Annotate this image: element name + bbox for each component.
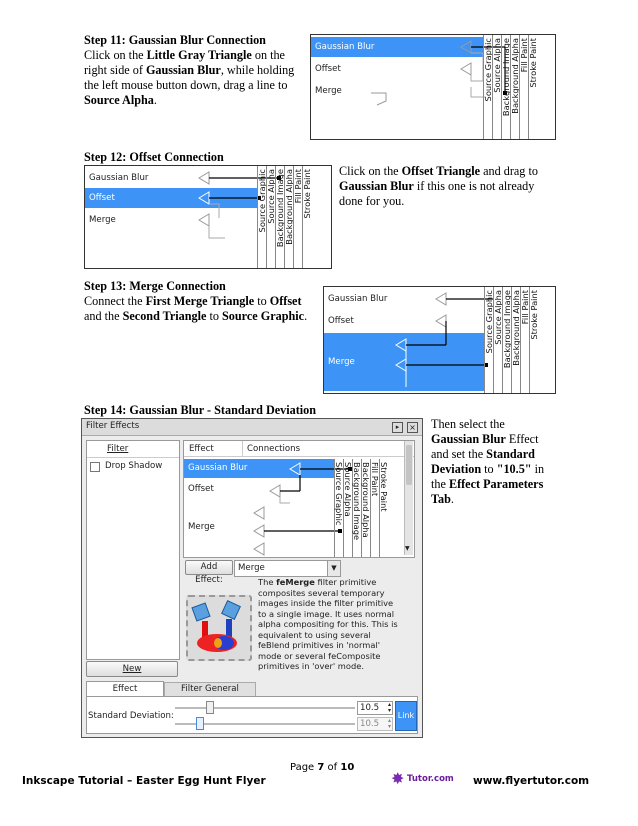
input-stroke-paint[interactable]: Stroke Paint [302,166,311,268]
effect-row-offset[interactable]: Offset [328,316,354,326]
logo-text: Tutor.com [407,774,454,784]
spin-icon[interactable]: ▴ ▾ [387,701,391,714]
step14-title: Step 14: Gaussian Blur - Standard Deviation [84,403,317,417]
step14-body: Then select the Gaussian Blur Effect and set the Standard Deviation to "10.5" in the Effect Parameters Tab. [431,417,545,506]
filter-header-label: Filter [107,444,129,454]
step13-title: Step 13: Merge Connection [84,279,226,293]
effects-scrollbar[interactable] [404,441,413,555]
link-button[interactable]: Link [395,701,417,731]
std-dev-value-1[interactable]: 10.5 ▴ ▾ [357,701,393,715]
input-background-alpha[interactable]: Background Alpha [511,287,520,393]
effect-row-gaussian-blur[interactable]: Gaussian Blur [89,173,149,183]
input-source-graphic[interactable]: Source Graphic [257,166,266,268]
input-columns [483,35,537,139]
input-stroke-paint[interactable]: Stroke Paint [528,35,537,139]
input-source-alpha[interactable]: Source Alpha [266,166,275,268]
params-pane [86,696,418,734]
input-fill-paint[interactable]: Fill Paint [370,459,379,557]
step12-title: Step 12: Offset Connection [84,150,224,164]
step13-body: Connect the First Merge Triangle to Offset and the Second Triangle to Source Graphic. [84,294,308,323]
filter-item-drop-shadow[interactable] [87,460,179,474]
step11-text [84,33,306,108]
input-source-alpha[interactable]: Source Alpha [493,287,502,393]
std-dev-value-2[interactable]: 10.5 ▴ ▾ [357,717,393,731]
input-source-graphic[interactable]: Source Graphic [483,35,492,139]
spin-icon[interactable]: ▴ ▾ [387,717,391,730]
filter-item-label: Drop Shadow [105,461,163,471]
filter-effects-dialog [81,418,423,738]
dialog-title: Filter Effects [86,421,140,431]
filter-list [86,440,180,660]
star-icon: ✸ [391,771,405,788]
step11-body: Click on the Little Gray Triangle on the right side of Gaussian Blur, while holding the left mouse button down, drag a line to Source Alpha. [84,48,295,107]
input-fill-paint[interactable]: Fill Paint [520,287,529,393]
std-deviation-label: Standard Deviation: [88,711,174,721]
input-background-alpha[interactable]: Background Alpha [284,166,293,268]
effect-row-offset[interactable]: Offset [315,64,341,74]
step11-connection-panel [310,34,556,140]
input-source-graphic[interactable]: Source Graphic [484,287,493,393]
input-background-image[interactable]: Background Image [501,35,510,139]
slider-handle[interactable] [196,717,204,730]
effect-row-gaussian-blur[interactable]: Gaussian Blur [328,294,388,304]
add-effect-value: Merge [238,563,265,573]
tab-filter-general-settings[interactable]: Filter General [164,682,256,696]
flyertutor-logo [391,771,459,789]
input-columns [257,166,311,268]
scrollbar-thumb[interactable] [406,445,412,485]
input-stroke-paint[interactable]: Stroke Paint [379,459,388,557]
step12-body: Click on the Offset Triangle and drag to Gaussian Blur if this one is not already done for you. [339,164,538,208]
close-icon[interactable]: × [407,422,418,433]
input-background-alpha[interactable]: Background Alpha [361,459,370,557]
step12-connection-panel [84,165,332,269]
effect-row-offset[interactable]: Offset [85,188,257,208]
input-fill-paint[interactable]: Fill Paint [293,166,302,268]
effect-row-offset[interactable]: Offset [188,484,214,494]
step11-title: Step 11: Gaussian Blur Connection [84,33,266,47]
effect-description: The feMerge filter primitive composites several temporary images inside the filter primitive to a single image. It uses normal alpha compositing for this. This is equivalent to using several feBlend primitives in 'normal' mode or several feComposite primitives in 'over' mode. [258,577,398,671]
input-stroke-paint[interactable]: Stroke Paint [529,287,538,393]
input-background-alpha[interactable]: Background Alpha [510,35,519,139]
connections-column-header[interactable]: Connections [247,444,301,454]
effect-row-gaussian-blur[interactable]: Gaussian Blur [184,459,334,478]
input-background-image[interactable]: Background Image [275,166,284,268]
effect-row-merge[interactable]: Merge [324,333,484,391]
effect-icon [186,595,252,661]
merge-icon [188,597,250,659]
step13-connection-panel [323,286,556,394]
effect-column-header[interactable]: Effect [189,444,214,454]
scroll-down-icon[interactable]: ▼ [405,545,410,552]
input-columns [484,287,538,393]
filter-header[interactable] [87,441,179,458]
input-background-image[interactable]: Background Image [352,459,361,557]
input-source-alpha[interactable]: Source Alpha [492,35,501,139]
step13-text [84,279,314,324]
effect-row-gaussian-blur[interactable]: Gaussian Blur [311,37,483,57]
footer-url: www.flyertutor.com [473,775,590,787]
std-dev-slider-1[interactable] [175,707,355,709]
dialog-titlebar [82,419,422,436]
chevron-down-icon[interactable]: ▼ [327,561,340,576]
input-columns [334,459,388,557]
effect-row-merge[interactable]: Merge [315,86,342,96]
input-source-alpha[interactable]: Source Alpha [343,459,352,557]
dock-icon[interactable]: ▸ [392,422,403,433]
input-fill-paint[interactable]: Fill Paint [519,35,528,139]
filter-checkbox[interactable] [90,462,100,472]
effect-row-merge[interactable]: Merge [188,522,215,532]
input-source-graphic[interactable]: Source Graphic [334,459,343,557]
footer-left: Inkscape Tutorial – Easter Egg Hunt Flyer [22,775,266,787]
effects-list [183,440,415,558]
slider-handle[interactable] [206,701,214,714]
add-effect-button[interactable]: Add Effect: [185,560,233,575]
new-button[interactable]: New [86,661,178,677]
page-number: Page 7 of 10 [290,762,355,773]
add-effect-select[interactable] [234,560,341,577]
input-background-image[interactable]: Background Image [502,287,511,393]
tab-effect-parameters[interactable]: Effect [86,681,164,696]
effect-row-merge[interactable]: Merge [89,215,116,225]
